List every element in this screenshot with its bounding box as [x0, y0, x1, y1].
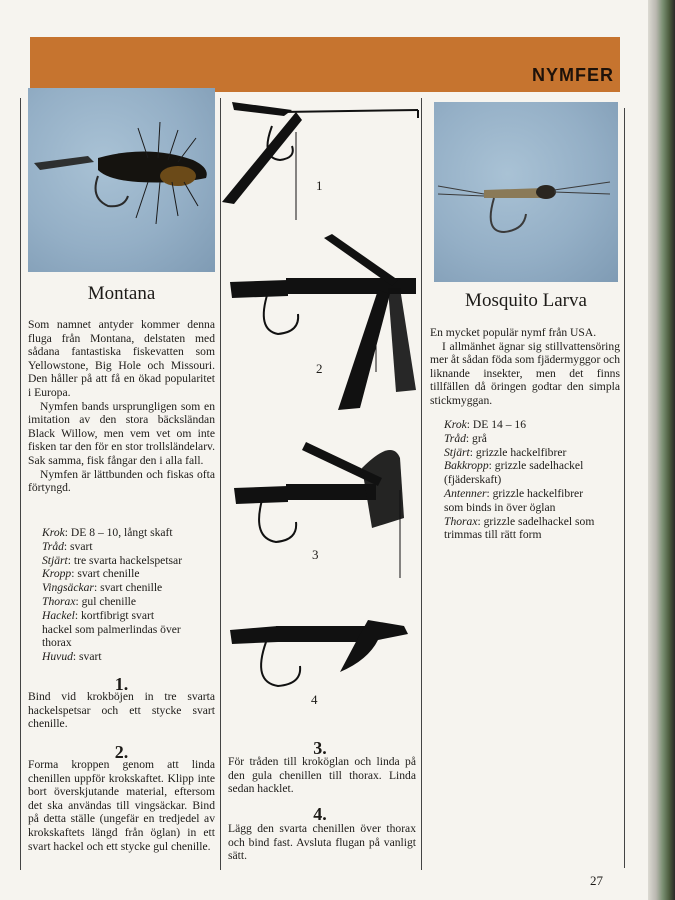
spec-row: Hackel: kortfibrigt svart hackel som palmerlindas över thorax	[42, 608, 181, 650]
figure-number: 2	[316, 361, 323, 376]
mosquito-intro	[430, 326, 620, 408]
section-label: NYMFER	[532, 65, 614, 85]
column-rule-left	[20, 98, 21, 870]
mosquito-specs	[444, 418, 604, 542]
column-rule-right	[624, 108, 625, 868]
column-rule-middle-left	[220, 98, 221, 870]
mosquito-larva-title: Mosquito Larva	[465, 290, 587, 311]
montana-specs	[42, 526, 214, 664]
figure-number: 4	[311, 692, 318, 707]
spec-row: Stjärt: grizzle hackelfibrer	[444, 445, 567, 459]
section-header-band	[30, 37, 620, 92]
figure-number: 3	[312, 547, 319, 562]
mosquito-larva-photo	[434, 102, 618, 282]
tying-step-diagram-icon	[222, 92, 422, 222]
spec-row: Huvud: svart	[42, 650, 102, 664]
montana-intro	[28, 318, 215, 495]
mosquito-larva-photo-icon	[434, 102, 618, 282]
montana-title: Montana	[87, 283, 156, 304]
spec-row: Stjärt: tre svarta hackelspetsar	[42, 553, 183, 567]
spec-row: Tråd: grå	[444, 431, 487, 445]
page-number: 27	[590, 873, 603, 888]
step-text: Bind vid krokböjen in tre svarta hackelspetsar och ett stycke svart chenille.	[28, 690, 215, 731]
mosquito-intro-paragraph: En mycket populär nymf från USA.	[430, 326, 597, 339]
montana-intro-paragraph: Nymfen är lättbunden och fiskas ofta förtyngd.	[28, 467, 215, 495]
spec-row: Thorax: grizzle sadelhackel som trimmas till rätt form	[444, 514, 595, 542]
tying-step-diagram-icon	[228, 232, 423, 412]
step-text: För tråden till kroköglan och linda på den gula chenillen till thorax. Linda sedan hacklet.	[228, 755, 416, 796]
tying-step-diagram-icon	[232, 428, 422, 578]
montana-intro-paragraph: Nymfen bands ursprungligen som en imitation av den stora bäcksländan Black Willow, men vem vet om inte fisken tar den för en stor trollsländelarv. Sak samma, fisk fångar den i alla fall.	[28, 399, 215, 467]
mosquito-intro-paragraph: I allmänhet ägnar sig stillvattensöring mer åt sådan föda som fjädermyggor och liknande insekter, men det finns tillfällen då öringen godtar den simpla stickmyggan.	[430, 339, 620, 407]
tying-step-diagram-icon	[228, 608, 418, 694]
montana-intro-paragraph: Som namnet antyder kommer denna fluga från Montana, delstaten med sådana fantastiska fiskevatten som Yellowstone, Big Hole och Missouri. Den håller på att få en ökad popularitet i Europa.	[28, 318, 215, 399]
spec-row: Vingsäckar: svart chenille	[42, 581, 163, 595]
spec-row: Bakkropp: grizzle sadelhackel (fjäderskaft)	[444, 459, 584, 487]
spec-row: Kropp: svart chenille	[42, 567, 140, 581]
step-text: Forma kroppen genom att linda chenillen uppför krokskaftet. Klipp inte bort överskjutande material, eftersom det ska användas till vingsäckar. Bind på detta ställe (ungefär en tredjedel av krokskaftets längd från öglan) in ett svart hackel och ett stycke gul chenille.	[28, 758, 215, 853]
figure-number: 1	[316, 178, 323, 193]
spec-row: Krok: DE 14 – 16	[444, 418, 527, 431]
montana-fly-photo-icon	[28, 88, 215, 272]
spec-row: Antenner: grizzle hackelfibrer som binds in över öglan	[444, 486, 584, 514]
book-edge	[648, 0, 675, 900]
step-number: 2.	[114, 742, 129, 762]
spec-row: Thorax: gul chenille	[42, 594, 137, 608]
step-number: 1.	[114, 674, 129, 694]
step-text: Lägg den svarta chenillen över thorax och bind fast. Avsluta flugan på vanligt sätt.	[228, 822, 416, 863]
spec-row: Tråd: svart	[42, 539, 93, 553]
montana-photo	[28, 88, 215, 272]
step-number: 4.	[313, 804, 327, 824]
step-number: 3.	[313, 738, 327, 758]
spec-row: Krok: DE 8 – 10, långt skaft	[42, 526, 173, 539]
